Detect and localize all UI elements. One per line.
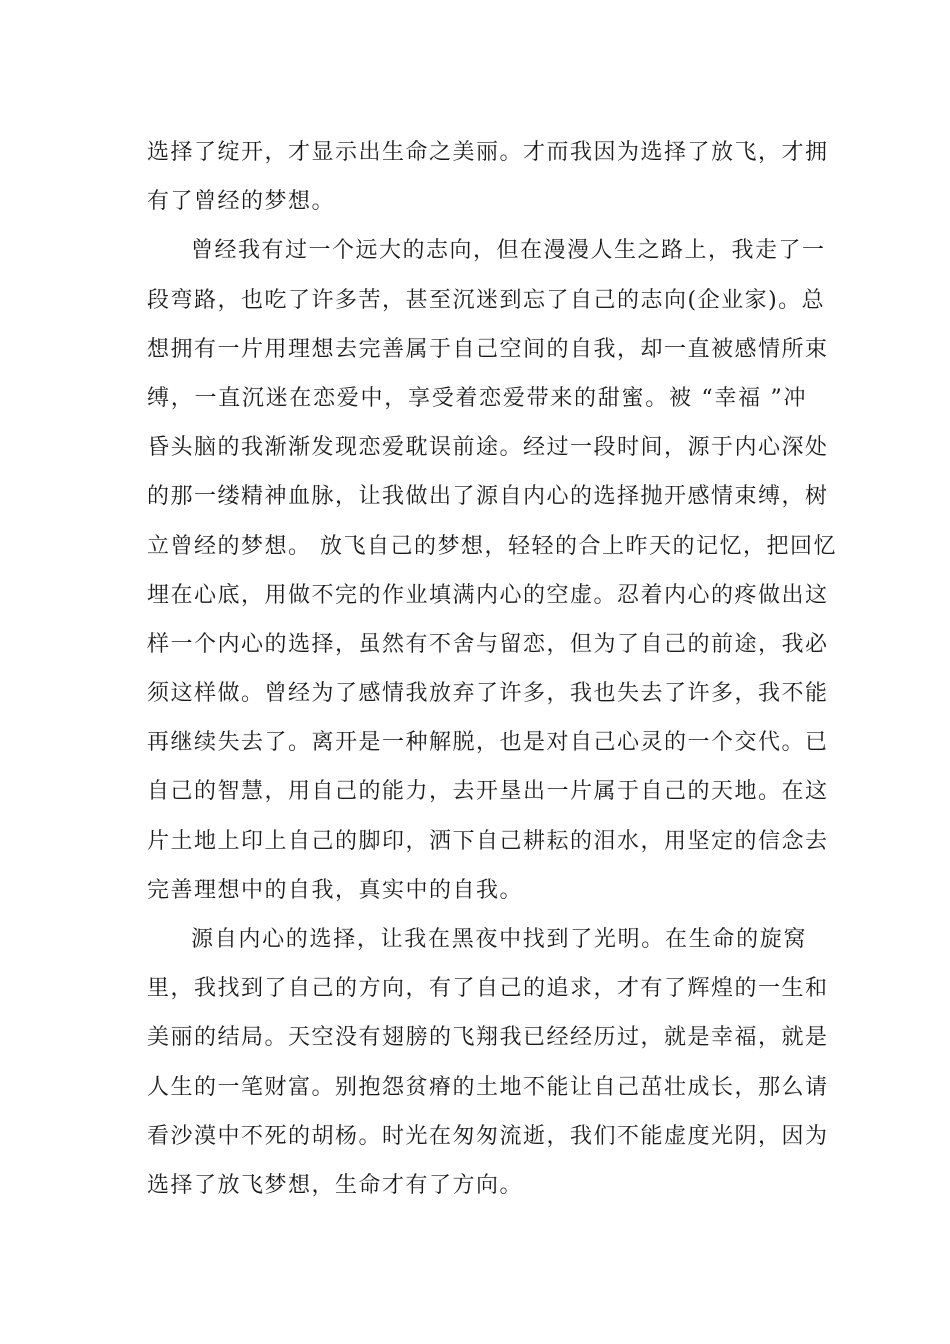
text-line: 人生的一笔财富。别抱怨贫瘠的土地不能让自己茁壮成长，那么请 [147, 1074, 829, 1100]
text-line: 立曾经的梦想。 放飞自己的梦想，轻轻的合上昨天的记忆，把回忆 [147, 533, 837, 559]
text-line: 缚，一直沉迷在恋爱中，享受着恋爱带来的甜蜜。被 “幸福 ”冲 [147, 385, 807, 411]
text-line: 选择了绽开，才显示出生命之美丽。才而我因为选择了放飞，才拥 [147, 140, 829, 165]
text-line: 想拥有一片用理想去完善属于自己空间的自我，却一直被感情所束 [147, 336, 829, 362]
text-line: 昏头脑的我渐渐发现恋爱耽误前途。经过一段时间，源于内心深处 [147, 435, 829, 461]
text-line: 再继续失去了。离开是一种解脱，也是对自己心灵的一个交代。已 [147, 730, 829, 756]
text-line: 美丽的结局。天空没有翅膀的飞翔我已经经历过，就是幸福，就是 [147, 1025, 829, 1051]
paragraph-first-line: 源自内心的选择，让我在黑夜中找到了光明。在生命的旋窝 [191, 927, 807, 952]
body-text [147, 128, 837, 1210]
text-line: 样一个内心的选择，虽然有不舍与留恋，但为了自己的前途，我必 [147, 631, 829, 657]
text-line: 埋在心底，用做不完的作业填满内心的空虚。忍着内心的疼做出这 [147, 582, 829, 608]
text-line: 段弯路，也吃了许多苦，甚至沉迷到忘了自己的志向(企业家)。总 [147, 287, 826, 313]
text-line: 片土地上印上自己的脚印，洒下自己耕耘的泪水，用坚定的信念去 [147, 828, 829, 854]
text-line: 的那一缕精神血脉，让我做出了源自内心的选择抛开感情束缚，树 [147, 484, 829, 510]
text-line: 选择了放飞梦想，生命才有了方向。 [147, 1172, 524, 1198]
text-line: 里，我找到了自己的方向，有了自己的追求，才有了辉煌的一生和 [147, 976, 829, 1002]
text-line: 须这样做。曾经为了感情我放弃了许多，我也失去了许多，我不能 [147, 681, 829, 707]
text-line: 看沙漠中不死的胡杨。时光在匆匆流逝，我们不能虚度光阴，因为 [147, 1123, 829, 1149]
text-line: 完善理想中的自我，真实中的自我。 [147, 877, 524, 903]
paragraph-first-line: 曾经我有过一个远大的志向，但在漫漫人生之路上，我走了一 [191, 238, 826, 264]
text-line: 自己的智慧，用自己的能力，去开垦出一片属于自己的天地。在这 [147, 779, 829, 805]
text-line: 有了曾经的梦想。 [147, 189, 336, 215]
